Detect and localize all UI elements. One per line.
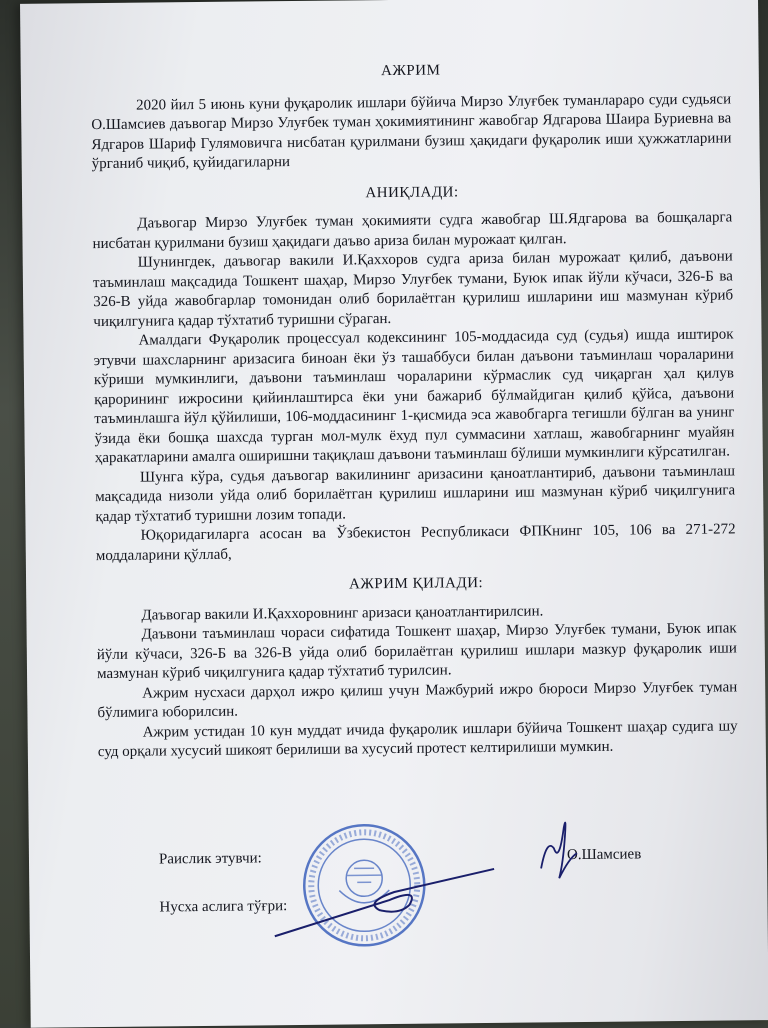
paragraph-4: Шунга кўра, судья даъвогар вакилининг аризасини қаноатлантириб, даъвони таъминлаш мақсадида низоли уйда олиб борилаётган қурилиш ишларини иш мазмунан кўриб чиқилгунига қадар тўхтатиб туришни лозим топади. — [95, 462, 736, 525]
heading-ajrim-qiladi: АЖРИМ ҚИЛАДИ: — [348, 575, 484, 593]
document-body — [91, 58, 738, 762]
paper-sheet — [20, 0, 768, 1028]
intro-paragraph: 2020 йил 5 июнь куни фуқаролик ишлари бўйича Мирзо Улуғбек туманлараро суди судьяси О.Шамсиев даъвогар Мирзо Улуғбек туман ҳокимиятининг жавобгар Ядгарова Шаира Буриевна ва Ядгаров Шариф Гулямовичга нисбатан қурилмани бузиш ҳақидаги фуқаролик иши ҳужжатларини ўрганиб чиқиб, қуйидагиларни — [91, 90, 732, 173]
presiding-label: Раислик этувчи: — [158, 850, 262, 868]
judge-signature — [528, 808, 589, 889]
heading-aniqladi: АНИҚЛАДИ: — [365, 183, 459, 201]
ruling-1: Даъвогар вакили И.Қаххоровнинг аризаси қаноатлантирилсин. — [141, 602, 544, 624]
paragraph-2: Шунингдек, даъвогар вакили И.Қаххоров судга ариза билан мурожаат қилиб, даъвони таъминлаш мақсадида Тошкент шаҳар, Мирзо Улуғбек тумани, Буюк ипак йўли кўчаси, 326-Б ва 326-В уйда жавобгарлар томонидан олиб борилаётган қурилиш ишларини иш мазмунан кўриб чиқилгунига қадар тўхтатиб туришни сўраган. — [92, 248, 734, 330]
ruling-3: Ажрим нусхаси дарҳол ижро қилиш учун Мажбурий ижро бюроси Мирзо Улуғбек туман бўлимига юборилсин. — [97, 678, 738, 722]
signature-area — [98, 776, 740, 933]
paragraph-3: Амалдаги Фуқаролик процессуал кодексининг 105-моддасида суд (судья) ишда иштирок этувчи шахсларнинг аризасига биноан ёки ўз ташаббуси билан даъвони таъминлаш чораларини кўриши мумкинлиги, даъвони таъминлаш чораларини кўрмаслик суд чиқарган ҳал қилув қарорининг ижросини қийинлаштирса ёки уни бажариб бўлмайдиган қилиб қўйса, даъвони таъминлашга йўл қўйилиши, 106-моддасининг 1-қисмида эса жавобгарга тегишли бўлган ва унинг ўзида ёки бошқа шахсда турган мол-мулк ёхуд пул суммасини хатлаш, жавобгарнинг муайян ҳаракатларини амалга оширишни тақиқлаш даъвони таъминлаш бўлиши мумкинлиги кўрсатилган. — [93, 326, 735, 467]
document-title: АЖРИМ — [381, 62, 441, 80]
handwritten-signature-stroke — [269, 859, 500, 941]
ruling-2: Даъвони таъминлаш чораси сифатида Тошкент шаҳар, Мирзо Улуғбек тумани, Буюк ипак йўли кўчаси, 326-Б ва 326-В уйда олиб борилаётган қурилиш ишлари мазкур фуқаролик иши мазмунан кўриб чиқилгунига қадар тўхтатиб турилсин. — [96, 620, 737, 683]
court-seal-stamp — [299, 820, 430, 951]
ruling-4: Ажрим устидан 10 кун муддат ичида фуқаролик ишлари бўйича Тошкент шаҳар судига шу суд орқали хусусий шикоят берилиши ва хусусий протест келтирилиши мумкин. — [97, 717, 738, 761]
paragraph-1: Даъвогар Мирзо Улуғбек туман ҳокимияти судга жавобгар Ш.Ядгарова ва бошқаларга нисбатан қурилмани бузиш ҳақидаги даъво ариза билан мурожаат қилган. — [92, 209, 733, 252]
certified-copy-label: Нусха аслига тўғри: — [159, 898, 288, 916]
paragraph-5: Юқоридагиларга асосан ва Ўзбекистон Республикаси ФПКнинг 105, 106 ва 271-272 моддаларини қўллаб, — [95, 521, 736, 564]
judge-name: О.Шамсиев — [566, 846, 642, 864]
